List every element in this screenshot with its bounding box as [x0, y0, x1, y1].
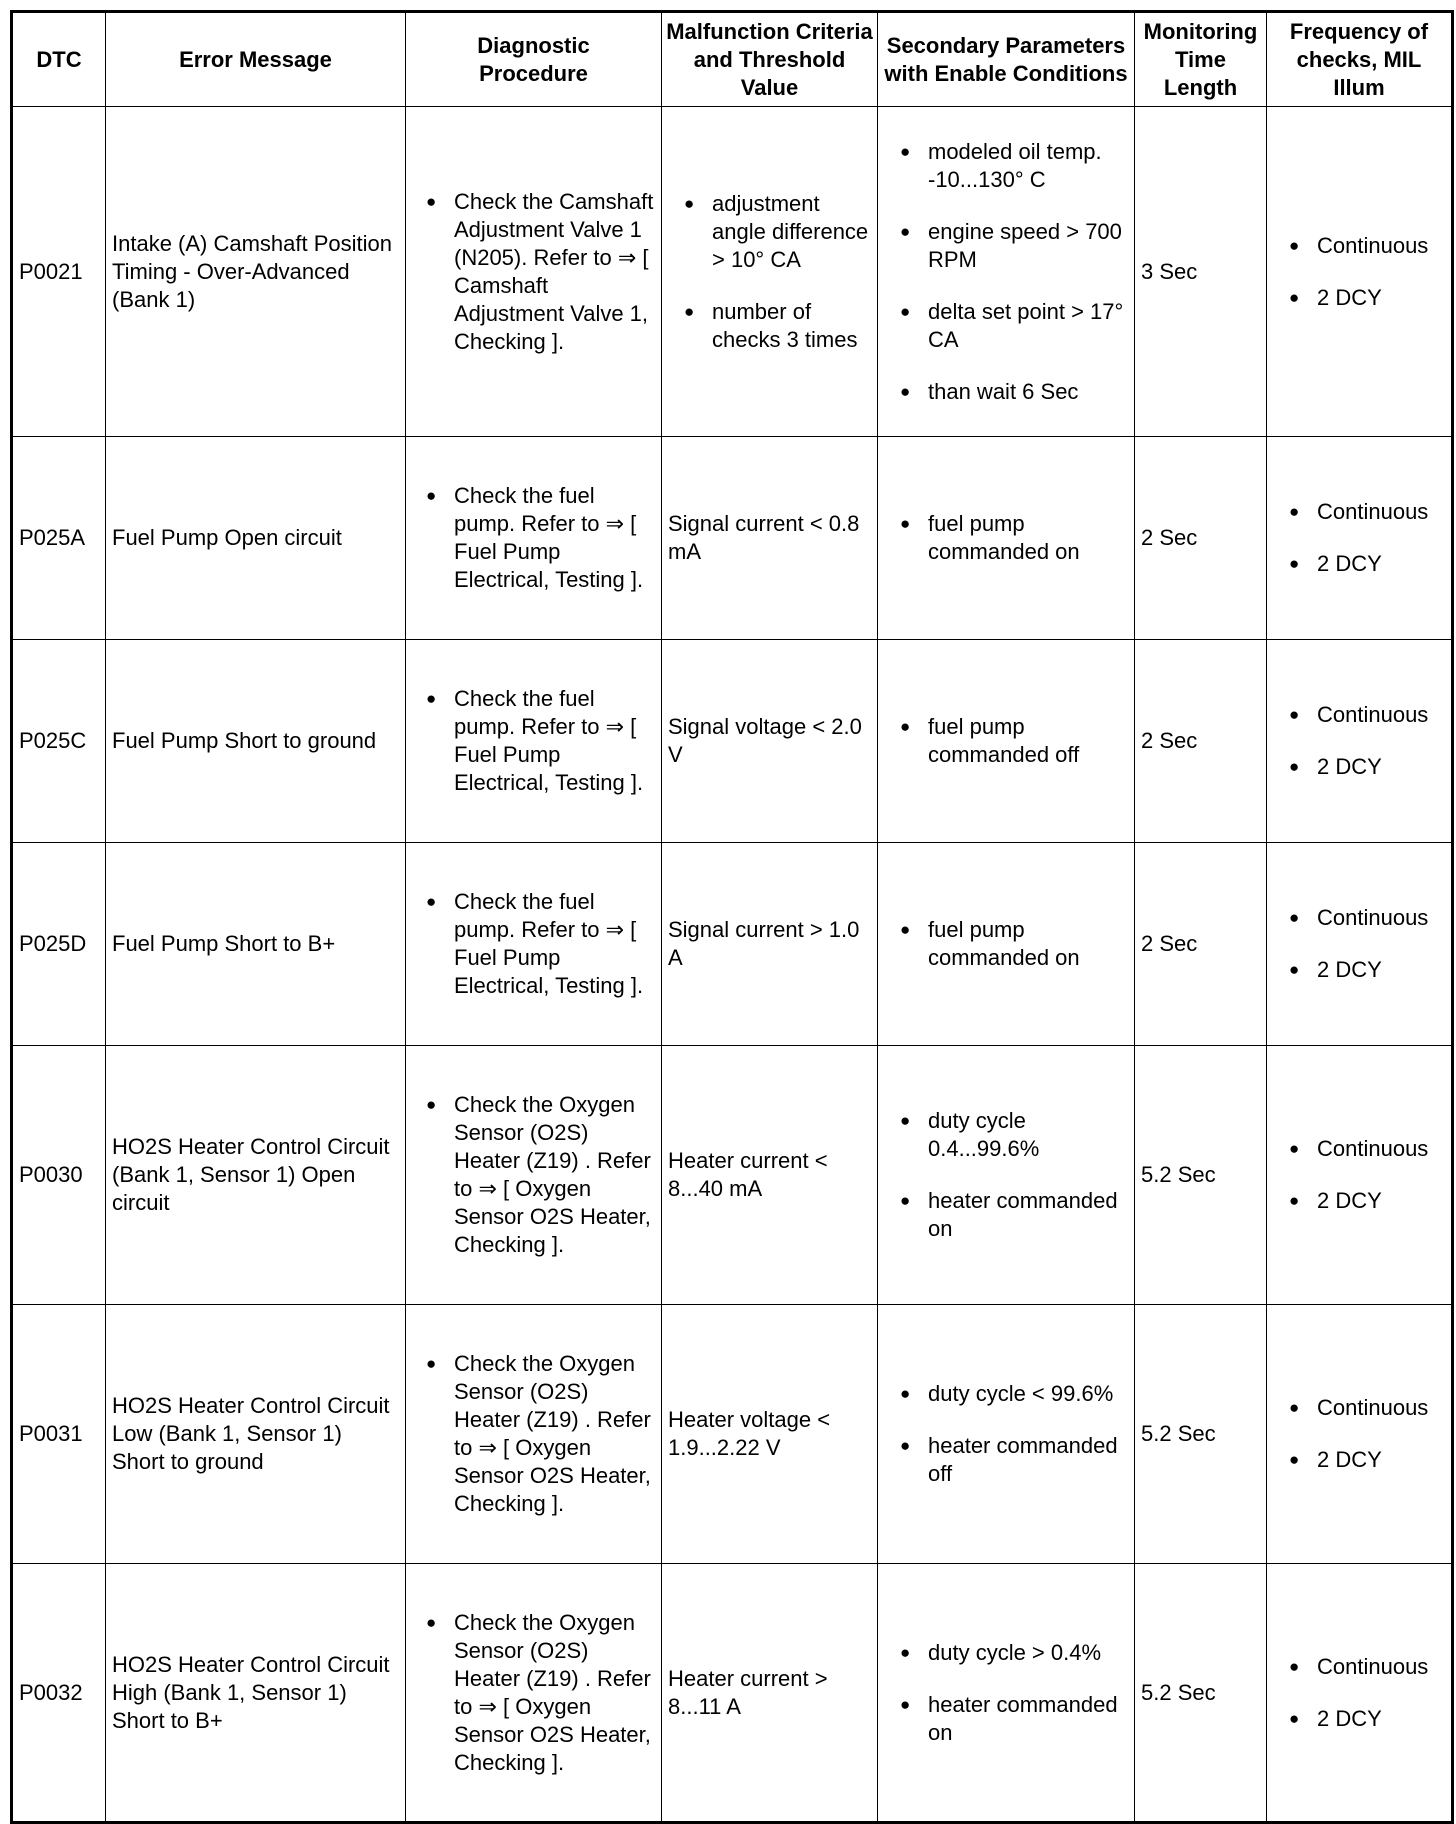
frequency-item: ● Continuous — [1287, 1135, 1445, 1163]
frequency-checks — [1267, 1305, 1453, 1564]
table-row — [12, 437, 1453, 640]
procedure-list — [424, 1091, 655, 1259]
error-message: Intake (A) Camshaft Position Timing - Over-Advanced (Bank 1) — [106, 107, 406, 437]
procedure-item: ● Check the fuel pump. Refer to ⇒ [ Fuel Pump Electrical, Testing ]. — [424, 482, 655, 594]
secondary-item-list — [898, 138, 1128, 406]
procedure-item: ● Check the fuel pump. Refer to ⇒ [ Fuel Pump Electrical, Testing ]. — [424, 685, 655, 797]
malfunction-criteria: Signal voltage < 2.0 V — [662, 640, 878, 843]
error-message: HO2S Heater Control Circuit High (Bank 1, Sensor 1) Short to B+ — [106, 1564, 406, 1823]
secondary-item: ● fuel pump commanded on — [898, 510, 1128, 566]
error-message: Fuel Pump Short to ground — [106, 640, 406, 843]
secondary-item-list — [898, 510, 1128, 566]
frequency-item-list — [1287, 498, 1445, 578]
dtc-code: P025C — [12, 640, 106, 843]
dtc-code: P0032 — [12, 1564, 106, 1823]
frequency-item-list — [1287, 904, 1445, 984]
procedure-list — [424, 482, 655, 594]
header-secondary-parameters: Secondary Parameters with Enable Conditions — [878, 12, 1135, 107]
frequency-item: ● Continuous — [1287, 1653, 1445, 1681]
secondary-item: ● duty cycle < 99.6% — [898, 1380, 1128, 1408]
frequency-item-list — [1287, 232, 1445, 312]
frequency-checks — [1267, 437, 1453, 640]
dtc-code: P0030 — [12, 1046, 106, 1305]
dtc-code: P025D — [12, 843, 106, 1046]
table-row — [12, 107, 1453, 437]
secondary-item: ● engine speed > 700 RPM — [898, 218, 1128, 274]
header-dtc: DTC — [12, 12, 106, 107]
procedure-item: ● Check the fuel pump. Refer to ⇒ [ Fuel Pump Electrical, Testing ]. — [424, 888, 655, 1000]
monitoring-time: 3 Sec — [1135, 107, 1267, 437]
procedure-list — [424, 1350, 655, 1518]
frequency-item-list — [1287, 1653, 1445, 1733]
frequency-item: ● 2 DCY — [1287, 956, 1445, 984]
error-message: Fuel Pump Open circuit — [106, 437, 406, 640]
dtc-code: P025A — [12, 437, 106, 640]
monitoring-time: 2 Sec — [1135, 843, 1267, 1046]
secondary-parameters — [878, 1564, 1135, 1823]
dtc-code: P0021 — [12, 107, 106, 437]
procedure-item: ● Check the Oxygen Sensor (O2S) Heater (Z19) . Refer to ⇒ [ Oxygen Sensor O2S Heater, Checking ]. — [424, 1350, 655, 1518]
secondary-item-list — [898, 1107, 1128, 1243]
table-row — [12, 640, 1453, 843]
error-message: HO2S Heater Control Circuit (Bank 1, Sensor 1) Open circuit — [106, 1046, 406, 1305]
malfunction-item: ● number of checks 3 times — [682, 298, 871, 354]
diagnostic-procedure — [406, 640, 662, 843]
secondary-parameters — [878, 1305, 1135, 1564]
header-monitoring-time: Monitoring Time Length — [1135, 12, 1267, 107]
frequency-item: ● 2 DCY — [1287, 1446, 1445, 1474]
frequency-item: ● 2 DCY — [1287, 1187, 1445, 1215]
frequency-item: ● Continuous — [1287, 701, 1445, 729]
frequency-item: ● Continuous — [1287, 904, 1445, 932]
table-row — [12, 1046, 1453, 1305]
secondary-item: ● duty cycle > 0.4% — [898, 1639, 1128, 1667]
secondary-item: ● fuel pump commanded off — [898, 713, 1128, 769]
procedure-item: ● Check the Oxygen Sensor (O2S) Heater (Z19) . Refer to ⇒ [ Oxygen Sensor O2S Heater, Checking ]. — [424, 1091, 655, 1259]
malfunction-criteria: Signal current < 0.8 mA — [662, 437, 878, 640]
diagnostic-procedure — [406, 437, 662, 640]
table-row — [12, 843, 1453, 1046]
frequency-item-list — [1287, 1394, 1445, 1474]
secondary-item: ● fuel pump commanded on — [898, 916, 1128, 972]
procedure-list — [424, 1609, 655, 1777]
secondary-item: ● duty cycle 0.4...99.6% — [898, 1107, 1128, 1163]
procedure-list — [424, 685, 655, 797]
frequency-item: ● 2 DCY — [1287, 1705, 1445, 1733]
dtc-code: P0031 — [12, 1305, 106, 1564]
header-diagnostic-procedure: Diagnostic Procedure — [406, 12, 662, 107]
secondary-item: ● modeled oil temp. -10...130° C — [898, 138, 1128, 194]
frequency-checks — [1267, 1564, 1453, 1823]
secondary-parameters — [878, 107, 1135, 437]
malfunction-criteria — [662, 107, 878, 437]
secondary-parameters — [878, 640, 1135, 843]
secondary-item-list — [898, 916, 1128, 972]
secondary-parameters — [878, 437, 1135, 640]
secondary-item: ● delta set point > 17° CA — [898, 298, 1128, 354]
frequency-item: ● Continuous — [1287, 498, 1445, 526]
secondary-item: ● heater commanded on — [898, 1187, 1128, 1243]
secondary-item-list — [898, 713, 1128, 769]
diagnostic-procedure — [406, 1305, 662, 1564]
secondary-parameters — [878, 843, 1135, 1046]
table-row — [12, 1564, 1453, 1823]
frequency-item: ● Continuous — [1287, 1394, 1445, 1422]
secondary-item-list — [898, 1380, 1128, 1488]
frequency-checks — [1267, 843, 1453, 1046]
frequency-checks — [1267, 640, 1453, 843]
secondary-item: ● than wait 6 Sec — [898, 378, 1128, 406]
header-malfunction-criteria: Malfunction Criteria and Threshold Value — [662, 12, 878, 107]
procedure-item: ● Check the Oxygen Sensor (O2S) Heater (Z19) . Refer to ⇒ [ Oxygen Sensor O2S Heater, Checking ]. — [424, 1609, 655, 1777]
header-row — [12, 12, 1453, 107]
header-error-message: Error Message — [106, 12, 406, 107]
malfunction-item: ● adjustment angle difference > 10° CA — [682, 190, 871, 274]
secondary-item: ● heater commanded on — [898, 1691, 1128, 1747]
secondary-parameters — [878, 1046, 1135, 1305]
procedure-list — [424, 888, 655, 1000]
error-message: Fuel Pump Short to B+ — [106, 843, 406, 1046]
frequency-item: ● 2 DCY — [1287, 284, 1445, 312]
frequency-checks — [1267, 1046, 1453, 1305]
dtc-table — [10, 10, 1454, 1824]
frequency-item-list — [1287, 1135, 1445, 1215]
monitoring-time: 5.2 Sec — [1135, 1046, 1267, 1305]
frequency-item-list — [1287, 701, 1445, 781]
frequency-item: ● 2 DCY — [1287, 550, 1445, 578]
frequency-item: ● 2 DCY — [1287, 753, 1445, 781]
monitoring-time: 5.2 Sec — [1135, 1305, 1267, 1564]
diagnostic-procedure — [406, 107, 662, 437]
frequency-item: ● Continuous — [1287, 232, 1445, 260]
secondary-item-list — [898, 1639, 1128, 1747]
monitoring-time: 5.2 Sec — [1135, 1564, 1267, 1823]
diagnostic-procedure — [406, 1564, 662, 1823]
malfunction-criteria: Heater current < 8...40 mA — [662, 1046, 878, 1305]
diagnostic-procedure — [406, 1046, 662, 1305]
procedure-list — [424, 188, 655, 356]
secondary-item: ● heater commanded off — [898, 1432, 1128, 1488]
monitoring-time: 2 Sec — [1135, 640, 1267, 843]
header-frequency: Frequency of checks, MIL Illum — [1267, 12, 1453, 107]
malfunction-criteria: Signal current > 1.0 A — [662, 843, 878, 1046]
malfunction-criteria: Heater current > 8...11 A — [662, 1564, 878, 1823]
diagnostic-procedure — [406, 843, 662, 1046]
malfunction-item-list — [682, 190, 871, 354]
monitoring-time: 2 Sec — [1135, 437, 1267, 640]
procedure-item: ● Check the Camshaft Adjustment Valve 1 (N205). Refer to ⇒ [ Camshaft Adjustment Valve 1, Checking ]. — [424, 188, 655, 356]
table-row — [12, 1305, 1453, 1564]
frequency-checks — [1267, 107, 1453, 437]
malfunction-criteria: Heater voltage < 1.9...2.22 V — [662, 1305, 878, 1564]
error-message: HO2S Heater Control Circuit Low (Bank 1, Sensor 1) Short to ground — [106, 1305, 406, 1564]
